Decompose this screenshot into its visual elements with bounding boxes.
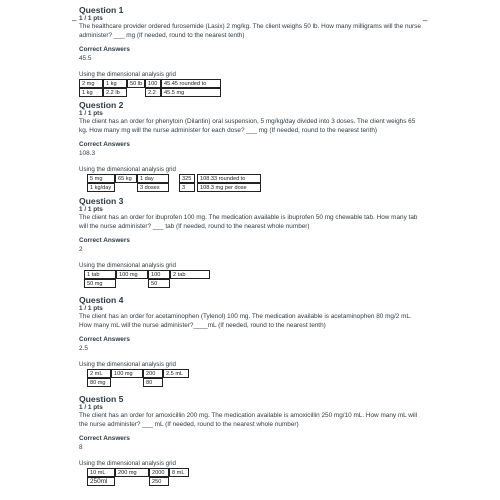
grid-cell: 1 tab bbox=[84, 270, 116, 279]
grid-cell: 1 day bbox=[137, 174, 169, 183]
grid-cell: 100 bbox=[148, 270, 170, 279]
grid-cell: 65 kg bbox=[115, 174, 137, 183]
question-1 bbox=[79, 5, 429, 97]
correct-answers-label: Correct Answers bbox=[79, 435, 130, 443]
question-3 bbox=[79, 196, 429, 288]
grid-cell: 1 kg bbox=[103, 79, 127, 88]
grid-cell: 100 bbox=[145, 79, 161, 88]
grid-cell: 45.5 mg bbox=[161, 88, 221, 97]
dimensional-analysis-grid bbox=[79, 79, 429, 97]
correct-answer-value: 2.5 bbox=[79, 345, 88, 353]
dimensional-analysis-grid bbox=[79, 468, 429, 486]
grid-cell: 100 mg bbox=[111, 369, 143, 378]
grid-cell: 80 bbox=[143, 378, 163, 387]
question-4 bbox=[79, 295, 429, 387]
grid-cell: 1 kg bbox=[79, 88, 103, 97]
grid-cell: 200 mg bbox=[115, 468, 149, 477]
grid-cell: 2000 bbox=[149, 468, 169, 477]
grid-label: Using the dimensional analysis grid bbox=[79, 71, 176, 79]
grid-cell: 50 lb bbox=[127, 79, 145, 88]
grid-label: Using the dimensional analysis grid bbox=[79, 166, 176, 174]
grid-cell: 5 mg bbox=[87, 174, 115, 183]
grid-cell: 2 tab bbox=[170, 270, 210, 279]
grid-cell: 2 mg bbox=[79, 79, 103, 88]
dimensional-analysis-grid bbox=[79, 174, 429, 192]
correct-answer-value: 2 bbox=[79, 246, 83, 254]
right-edge-mark: – bbox=[423, 16, 428, 25]
grid-cell: 50 mg bbox=[84, 279, 116, 288]
question-points: 1 / 1 pts bbox=[79, 404, 103, 411]
question-2 bbox=[79, 100, 429, 192]
question-points: 1 / 1 pts bbox=[79, 110, 103, 117]
correct-answers-label: Correct Answers bbox=[79, 141, 130, 149]
grid-cell: 250 bbox=[149, 477, 169, 486]
grid-cell: 2.2 lb bbox=[103, 88, 127, 97]
question-points: 1 / 1 pts bbox=[79, 15, 103, 22]
correct-answer-value: 8 bbox=[79, 444, 83, 452]
question-title: Question 1 bbox=[79, 5, 124, 15]
question-title: Question 3 bbox=[79, 196, 124, 206]
dimensional-analysis-grid bbox=[79, 369, 429, 387]
grid-cell: 10 mL bbox=[87, 468, 115, 477]
left-edge-mark: – bbox=[72, 16, 77, 25]
question-title: Question 2 bbox=[79, 100, 124, 110]
question-text: The client has an order for ibuprofen 100 mg. The medication available is ibuprofen 50 mg chewable tab. How many tab will the nurse administer? ___ tab (If needed, round to the nearest whole number) bbox=[79, 214, 418, 230]
correct-answer-value: 45.5 bbox=[79, 55, 92, 63]
grid-cell: 8 mL bbox=[169, 468, 189, 477]
grid-cell: 100 mg bbox=[116, 270, 148, 279]
correct-answers-label: Correct Answers bbox=[79, 336, 130, 344]
grid-cell: 3 doses bbox=[137, 183, 169, 192]
question-5 bbox=[79, 394, 429, 486]
grid-cell: 2.2 bbox=[145, 88, 161, 97]
correct-answers-label: Correct Answers bbox=[79, 46, 130, 54]
correct-answer-value: 108.3 bbox=[79, 150, 95, 158]
grid-cell: 50 bbox=[148, 279, 170, 288]
grid-cell: 45.45 rounded to bbox=[161, 79, 221, 88]
question-text: The client has an order for acetaminophen (Tylenol) 100 mg. The medication available is acetaminophen 80 mg/2 mL. How many mL will the nurse administer?____mL (If needed, round to the nearest tenth) bbox=[79, 313, 412, 329]
dimensional-analysis-grid bbox=[79, 270, 429, 288]
grid-cell: 1 kg/day bbox=[87, 183, 115, 192]
grid-cell: 108.3 mg per dose bbox=[197, 183, 261, 192]
grid-cell: 2 mL bbox=[87, 369, 111, 378]
grid-cell: 3 bbox=[179, 183, 195, 192]
question-points: 1 / 1 pts bbox=[79, 305, 103, 312]
grid-label: Using the dimensional analysis grid bbox=[79, 460, 176, 468]
question-title: Question 4 bbox=[79, 295, 124, 305]
correct-answers-label: Correct Answers bbox=[79, 237, 130, 245]
grid-label: Using the dimensional analysis grid bbox=[79, 262, 176, 270]
grid-cell: 2.5 mL bbox=[163, 369, 189, 378]
grid-label: Using the dimensional analysis grid bbox=[79, 361, 176, 369]
question-points: 1 / 1 pts bbox=[79, 206, 103, 213]
grid-cell: 250ml bbox=[87, 477, 115, 486]
question-text: The healthcare provider ordered furosemide (Lasix) 2 mg/kg. The client weighs 50 lb. How many milligrams will the nurse administer? ___ mg (If needed, round to the nearest tenth) bbox=[79, 23, 421, 39]
grid-cell: 325 bbox=[179, 174, 195, 183]
question-text: The client has an order for amoxicillin 200 mg. The medication available is amoxicillin 250 mg/10 mL. How many mL will the nurse administer? ___ mL (If needed, round to the nearest whole number) bbox=[79, 412, 418, 428]
grid-cell: 108.33 rounded to bbox=[197, 174, 261, 183]
question-title: Question 5 bbox=[79, 394, 124, 404]
grid-cell: 80 mg bbox=[87, 378, 111, 387]
question-text: The client has an order for phenytoin (Dilantin) oral suspension, 5 mg/kg/day divided into 3 doses. The client weighs 65 kg. How many mg will the nurse administer for each dose? ___ mg (If needed, round to the nearest tenth) bbox=[79, 118, 416, 134]
grid-cell: 200 bbox=[143, 369, 163, 378]
